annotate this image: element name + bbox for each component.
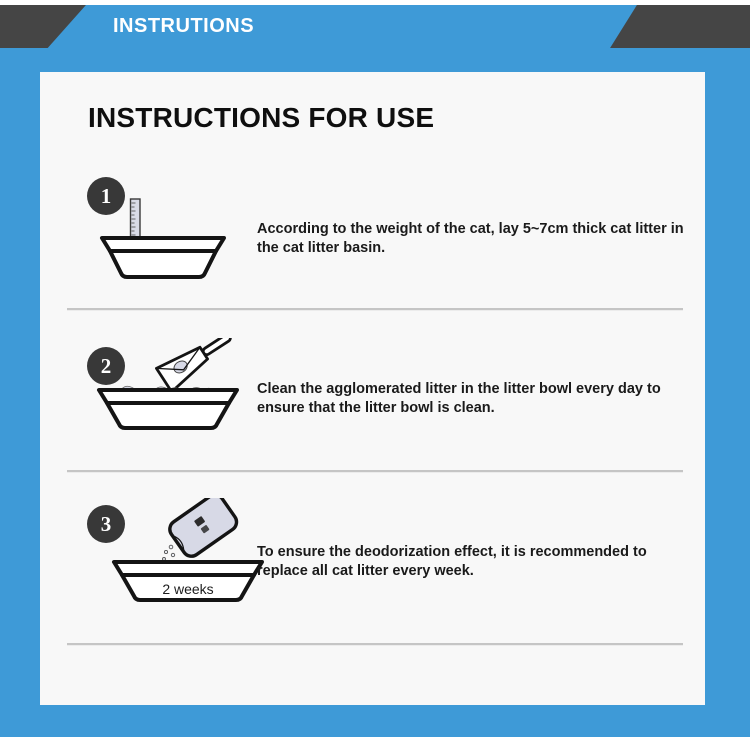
step-3-number-badge: 3 (87, 505, 125, 543)
step-3-description: To ensure the deodorization effect, it is recommended to replace all cat litter every week. (257, 544, 647, 579)
litter-basin-with-scoop-illustration (95, 338, 255, 438)
basin-2-weeks-label: 2 weeks (162, 581, 214, 597)
banner-title: INSTRUTIONS (113, 15, 255, 37)
step-2-number-badge: 2 (87, 347, 125, 385)
divider (67, 643, 683, 646)
litter-scoop-icon (156, 338, 238, 392)
step-1-description: According to the weight of the cat, lay 5~7cm thick cat litter in the cat litter basin. (257, 221, 684, 256)
litter-basin-icon (114, 562, 262, 600)
bag-pouring-litter-into-basin-illustration (110, 498, 270, 608)
litter-basin-icon (99, 390, 237, 428)
divider (67, 308, 683, 311)
step-1-number-badge: 1 (87, 177, 125, 215)
page-title: INSTRUCTIONS FOR USE (88, 102, 435, 133)
litter-bag-icon (166, 498, 240, 560)
step-2-description: Clean the agglomerated litter in the litter bowl every day to ensure that the litter bowl is clean. (257, 381, 661, 416)
litter-basin-with-ruler-illustration (98, 192, 248, 287)
instructions-card (40, 72, 705, 705)
litter-basin-icon (102, 238, 224, 277)
divider (67, 470, 683, 473)
